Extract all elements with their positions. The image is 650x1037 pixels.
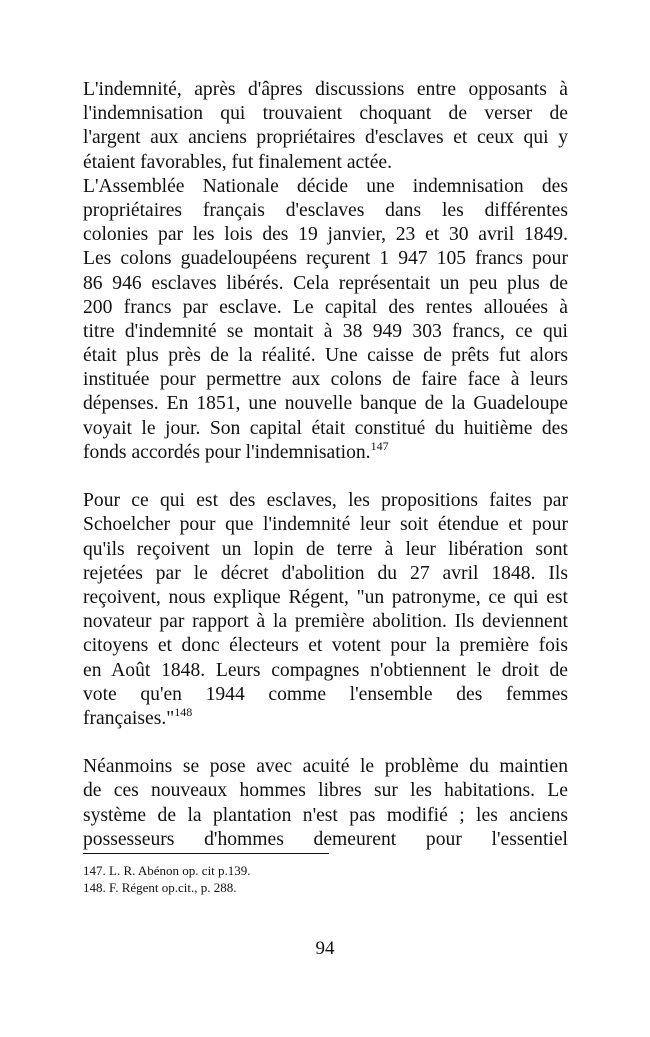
paragraph-national-assembly (83, 175, 568, 465)
page-number: 94 (315, 938, 335, 959)
text-line: titre d'indemnité se montait à 38 949 303 francs, ce qui (83, 320, 568, 342)
text-line: étaient favorables, fut finalement actée. (83, 151, 392, 173)
text-line: de ces nouveaux hommes libres sur les habitations. Le (83, 780, 568, 802)
text-line-with-footnote (83, 704, 568, 731)
footnotes (83, 862, 251, 896)
text-line: possesseurs d'hommes demeurent pour l'essentiel (83, 828, 568, 850)
footnote-ref-148[interactable]: 148 (174, 704, 193, 719)
text-line: 86 946 esclaves libérés. Cela représentait un peu plus de (83, 272, 568, 294)
text-line: Néanmoins se pose avec acuité le problème du maintien (83, 756, 568, 778)
footnote-147: 147. L. R. Abénon op. cit p.139. (83, 863, 251, 878)
paragraph-spacer (83, 731, 568, 755)
text-line: colonies par les lois des 19 janvier, 23 et 30 avril 1849. (83, 224, 568, 246)
text-line: propriétaires français d'esclaves dans les différentes (83, 199, 568, 221)
text-line: qu'ils reçoivent un lopin de terre à leur libération sont (83, 538, 568, 560)
text-line: vote qu'en 1944 comme l'ensemble des femmes (83, 683, 568, 705)
text-line: Pour ce qui est des esclaves, les propositions faites par (83, 490, 568, 512)
paragraph-spacer (83, 465, 568, 489)
text-line: Les colons guadeloupéens reçurent 1 947 105 francs pour (83, 248, 568, 270)
footnote-divider (83, 853, 329, 854)
text-line: citoyens et donc électeurs et votent pour la première fois (83, 635, 568, 657)
text-line-with-footnote (83, 438, 568, 465)
footnote-ref-147[interactable]: 147 (370, 438, 389, 453)
text-line: 200 francs par esclave. Le capital des rentes allouées à (83, 296, 568, 318)
text-line: était plus près de la réalité. Une caisse de prêts fut alors (83, 345, 568, 367)
text-line: système de la plantation n'est pas modifié ; les anciens (83, 804, 568, 826)
footnote-148: 148. F. Régent op.cit., p. 288. (83, 880, 237, 895)
text-line: l'argent aux anciens propriétaires d'esclaves et ceux qui y (83, 127, 568, 149)
page-body (83, 78, 568, 852)
text-line: l'indemnisation qui trouvaient choquant de verser de (83, 103, 568, 125)
text-line: L'indemnité, après d'âpres discussions entre opposants à (83, 79, 568, 100)
text-line: rejetées par le décret d'abolition du 27 avril 1848. Ils (83, 562, 568, 584)
paragraph-plantation-system (83, 755, 568, 852)
paragraph-indemnity-debate (83, 78, 568, 175)
text-line: voyait le jour. Son capital était constitué du huitième des (83, 417, 568, 439)
paragraph-slaves-rights (83, 489, 568, 731)
text-line: dépenses. En 1851, une nouvelle banque de la Guadeloupe (83, 393, 568, 415)
text-line: fonds accordés pour l'indemnisation. (83, 441, 371, 463)
text-line: Schoelcher pour que l'indemnité leur soit étendue et pour (83, 514, 568, 536)
text-line: reçoivent, nous explique Régent, "un patronyme, ce qui est (83, 586, 568, 608)
text-line: instituée pour permettre aux colons de faire face à leurs (83, 369, 568, 391)
text-line: novateur par rapport à la première abolition. Ils deviennent (83, 611, 568, 633)
text-line: en Août 1848. Leurs compagnes n'obtiennent le droit de (83, 659, 568, 681)
text-line: L'Assemblée Nationale décide une indemnisation des (83, 175, 568, 197)
text-line: françaises." (83, 707, 175, 729)
